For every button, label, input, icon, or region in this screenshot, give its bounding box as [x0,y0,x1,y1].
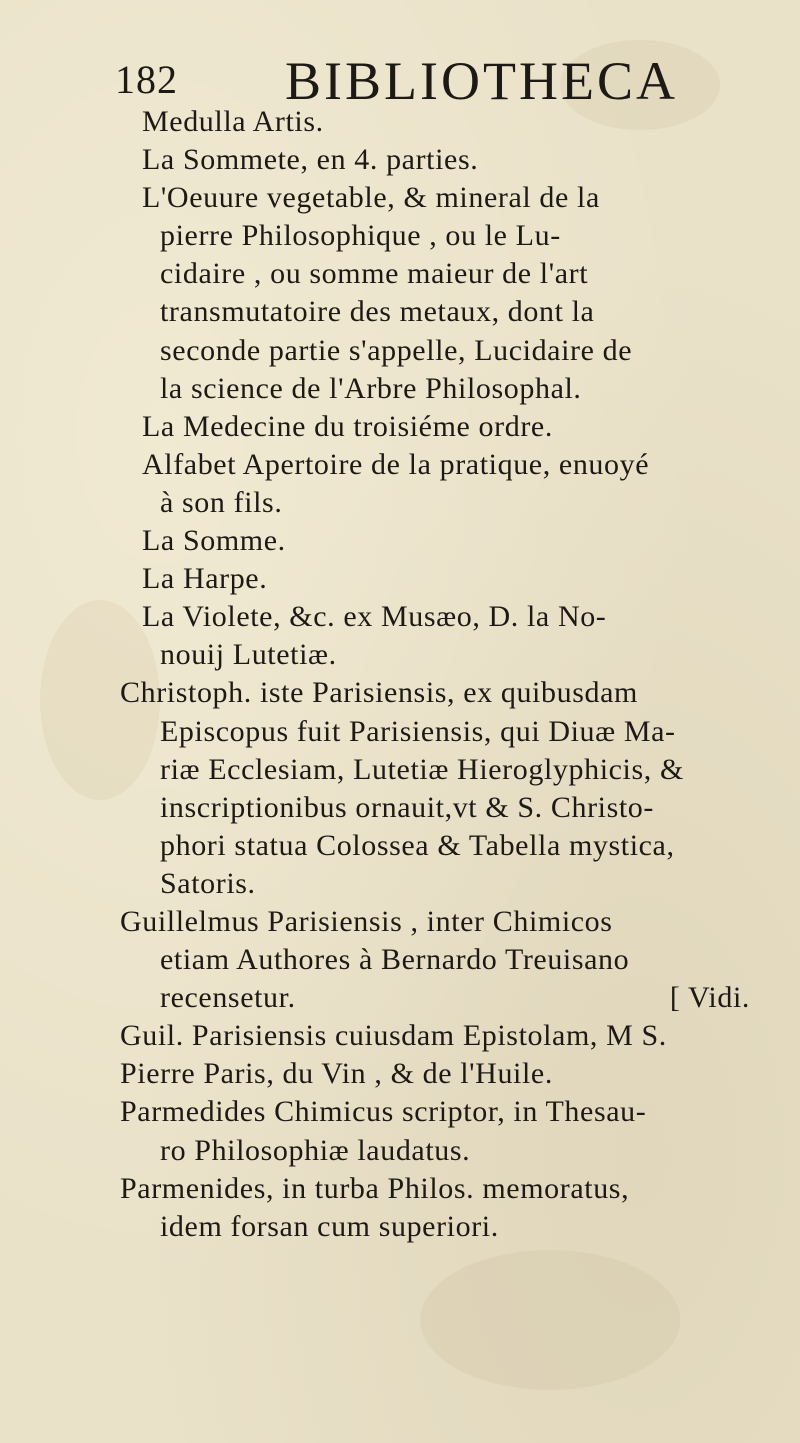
text-line: Satoris. [160,866,256,900]
text-line: L'Oeuure vegetable, & mineral de la [142,181,600,215]
page-header [115,50,695,110]
text-line: ro Philosophiæ laudatus. [160,1133,471,1167]
text-line: La Harpe. [142,562,268,596]
text-line-with-note [120,979,780,1017]
paper-stain [420,1250,680,1390]
margin-note: [ Vidi. [669,981,750,1015]
text-line: La Sommete, en 4. parties. [142,143,479,177]
text-line: Parmedides Chimicus scriptor, in Thesau- [120,1095,647,1129]
running-title: BIBLIOTHECA [285,51,678,111]
text-line: Medulla Artis. [142,105,324,138]
text-line: Pierre Paris, du Vin , & de l'Huile. [120,1057,553,1091]
text-line: cidaire , ou somme maieur de l'art [160,257,589,291]
text-line: Guillelmus Parisiensis , inter Chimicos [120,904,613,938]
text-line: riæ Ecclesiam, Lutetiæ Hieroglyphicis, & [160,752,684,786]
text-line: à son fils. [160,485,283,519]
text-line: transmutatoire des metaux, dont la [160,295,595,329]
text-line: etiam Authores à Bernardo Treuisano [160,943,630,977]
text-line: phori statua Colossea & Tabella mystica, [160,828,675,862]
text-line: Christoph. iste Parisiensis, ex quibusdam [120,676,638,710]
text-line: La Somme. [142,524,286,558]
text-line: Episcopus fuit Parisiensis, qui Diuæ Ma- [160,714,676,748]
text-line: recensetur. [160,981,296,1015]
text-line: La Medecine du troisiéme ordre. [142,409,553,443]
text-line: inscriptionibus ornauit,vt & S. Christo- [160,790,654,824]
text-line: la science de l'Arbre Philosophal. [160,371,582,405]
text-line: Guil. Parisiensis cuiusdam Epistolam, M S. [120,1019,667,1053]
text-line: pierre Philosophique , ou le Lu- [160,219,561,253]
text-line: idem forsan cum superiori. [160,1209,499,1243]
page-number: 182 [115,57,178,102]
text-line: Parmenides, in turba Philos. memoratus, [120,1171,630,1205]
text-line: Alfabet Apertoire de la pratique, enuoyé [142,447,650,481]
text-line: La Violete, &c. ex Musæo, D. la No- [142,600,607,634]
text-line: nouij Lutetiæ. [160,638,337,672]
catalog-text [120,103,780,1246]
text-line: seconde partie s'appelle, Lucidaire de [160,333,633,367]
